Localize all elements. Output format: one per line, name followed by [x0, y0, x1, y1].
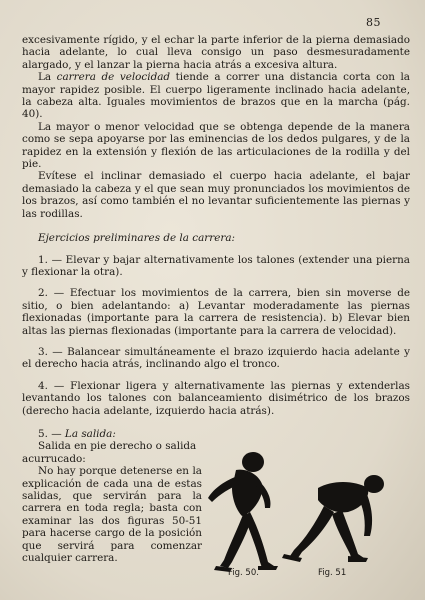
- paragraph: Evítese el inclinar demasiado el cuerpo hacia adelante, el bajar demasiado la cabeza y el que sean muy pronunciados los movimientos de los brazos, así como también el no levantar suficientemente las piernas y las rodillas.: [22, 170, 410, 220]
- salida-body: No hay porque detenerse en la explicación de cada una de estas salidas, que servirán para la carrera en toda regla; basta con examinar las dos figuras 50-51 para hacerse cargo de la posición que servirá para comenzar cualquier carrera.: [22, 465, 202, 565]
- paragraph: La mayor o menor velocidad que se obtenga depende de la manera como se sepa apoyarse por las eminencias de los dedos pulgares, y de la rapidez en la extensión y flexión de las articulaciones de la rodilla y del pie.: [22, 120, 410, 171]
- crouch-start-runner-icon: [282, 475, 384, 562]
- page-number: 85: [366, 16, 381, 29]
- salida-section: [22, 428, 202, 564]
- section-heading: Ejercicios preliminares de la carrera:: [38, 232, 236, 245]
- exercise-item: 4. — Flexionar ligera y alternativamente las piernas y extenderlas levantando los talones con balanceamiento disimétrico de los brazos (derecho hacia adelante, izquierdo hacia atrás).: [22, 379, 410, 417]
- exercise-item: 1. — Elevar y bajar alternativamente los talones (extender una pierna y flexionar la otra).: [22, 253, 410, 278]
- salida-heading: [22, 428, 202, 440]
- paragraph: La carrera de velocidad tiende a correr una distancia corta con la mayor rapidez posible. El cuerpo ligeramente inclinado hacia adelante, la cabeza alta. Iguales movimientos de brazos que en la marcha (pág. 40).: [22, 71, 410, 121]
- exercise-item: 3. — Balancear simultáneamente el brazo izquierdo hacia adelante y el derecho hacia atrás, inclinando algo el tronco.: [22, 345, 410, 371]
- salida-number: 5. —: [38, 428, 62, 440]
- salida-intro: Salida en pie derecho o salida acurrucado:: [22, 440, 197, 465]
- fig51-caption: Fig. 51: [318, 568, 347, 578]
- standing-start-runner-icon: [208, 452, 278, 572]
- exercise-item: 2. — Efectuar los movimientos de la carrera, bien sin moverse de sitio, o bien adelantando: a) Levantar moderadamente las piernas flexionadas (importante para la carrera de resistencia). b) Elevar bien altas las piernas flexionadas (importante para la carrera de velocidad).: [22, 287, 410, 337]
- paragraph: excesivamente rígido, y el echar la parte inferior de la pierna demasiado hacia adelante, lo cual lleva consigo un paso desmesuradamente alargado, y el lanzar la pierna hacia atrás a excesiva altura.: [22, 34, 410, 71]
- body-text: [22, 34, 410, 417]
- fig50-caption: Fig. 50.: [228, 568, 259, 578]
- salida-title: La salida:: [64, 428, 116, 440]
- italic-term: carrera de velocidad: [56, 71, 171, 84]
- figures: [198, 450, 398, 590]
